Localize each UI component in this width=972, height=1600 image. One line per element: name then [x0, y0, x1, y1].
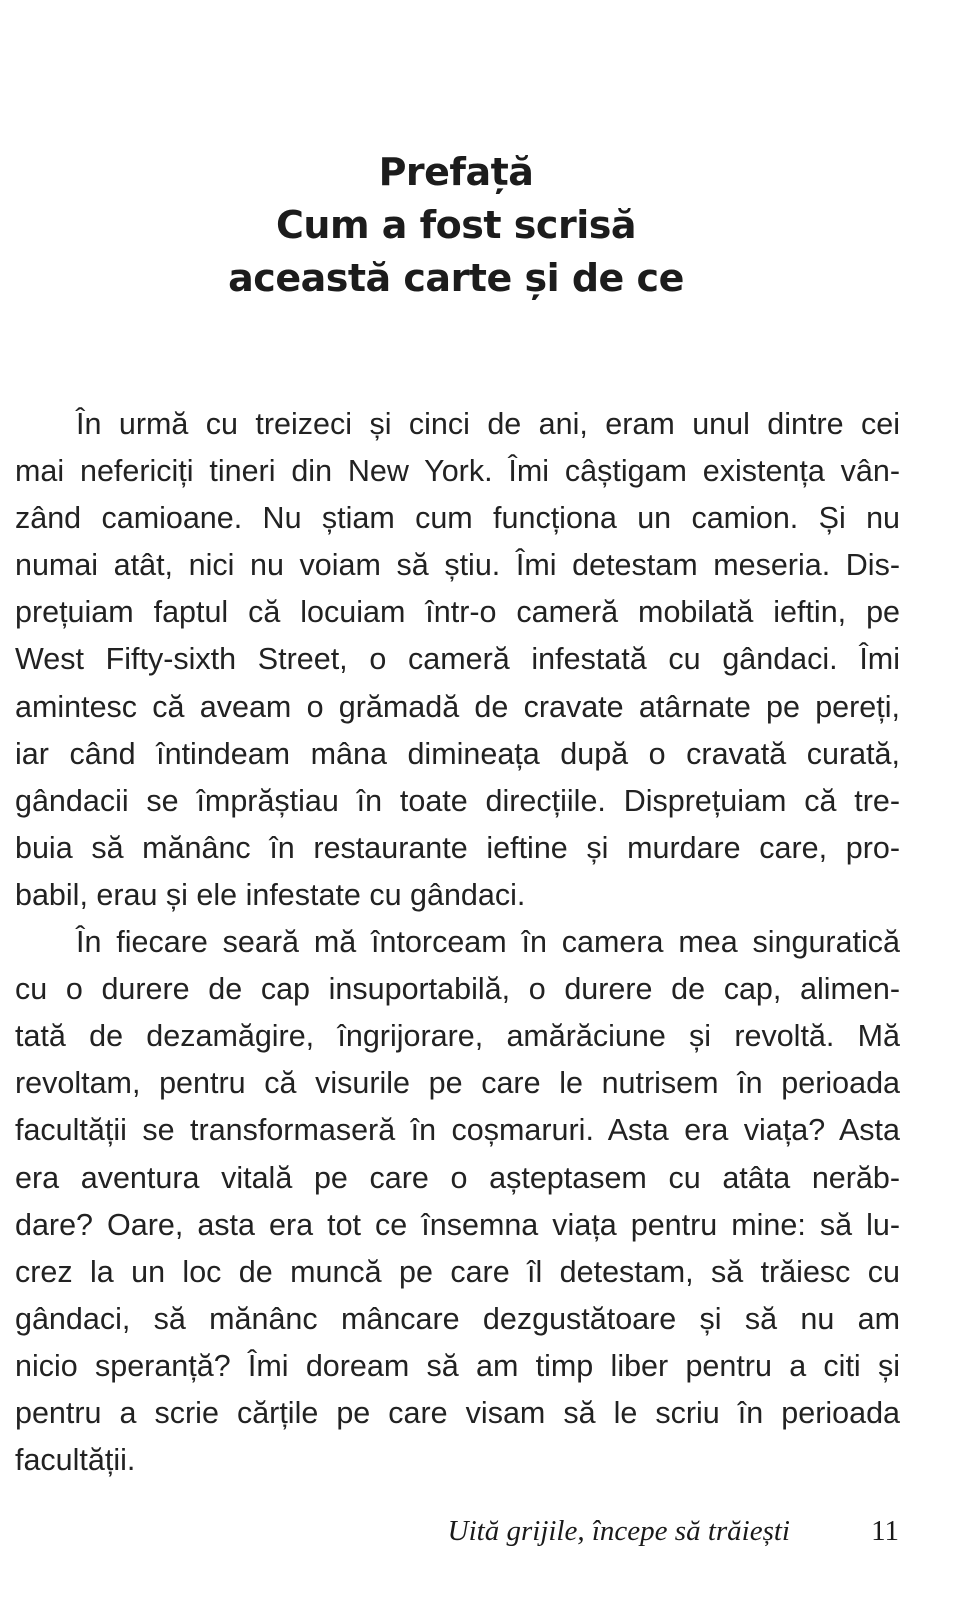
text-line: crez la un loc de muncă pe care îl detestam, să trăiesc cu — [15, 1254, 900, 1289]
text-line: În fiecare seară mă întorceam în camera mea singuratică — [76, 925, 900, 960]
heading-line-subtitle-2: această carte și de ce — [228, 256, 684, 300]
text-line: mai nefericiți tineri din New York. Îmi câștigam existența vân- — [15, 454, 900, 489]
text-line: cu o durere de cap insuportabilă, o durere de cap, alimen- — [15, 972, 900, 1007]
text-line: dare? Oare, asta era tot ce însemna viața pentru mine: să lu- — [15, 1207, 900, 1242]
text-line: amintesc că aveam o grămadă de cravate atârnate pe pereți, — [15, 689, 900, 724]
page-footer — [0, 1515, 972, 1555]
text-line: zând camioane. Nu știam cum funcționa un camion. Și nu — [15, 501, 900, 536]
text-line: gândacii se împrăștiau în toate direcțiile. Disprețuiam că tre- — [15, 783, 900, 818]
heading-line-preface: Prefață — [378, 150, 534, 194]
text-line: iar când întindeam mâna dimineața după o cravată curată, — [15, 736, 900, 771]
text-line: revoltam, pentru că visurile pe care le nutrisem în perioada — [15, 1066, 900, 1101]
text-line: facultății. — [15, 1443, 136, 1478]
page-number: 11 — [871, 1515, 899, 1547]
text-line: pentru a scrie cărțile pe care visam să le scriu în perioada — [15, 1395, 900, 1430]
text-line: babil, erau și ele infestate cu gândaci. — [15, 877, 526, 912]
running-title: Uită grijile, începe să trăiești — [447, 1515, 790, 1547]
text-line: facultății se transformaseră în coșmaruri. Asta era viața? Asta — [15, 1113, 900, 1148]
chapter-heading — [0, 146, 912, 305]
text-line: numai atât, nici nu voiam să știu. Îmi detestam meseria. Dis- — [15, 548, 900, 583]
text-line: nicio speranță? Îmi doream să am timp liber pentru a citi și — [15, 1348, 900, 1383]
text-line: prețuiam faptul că locuiam într-o cameră mobilată ieftin, pe — [15, 595, 900, 630]
text-line: buia să mănânc în restaurante ieftine și murdare care, pro- — [15, 830, 900, 865]
body-text — [15, 401, 900, 1484]
text-line: tată de dezamăgire, îngrijorare, amărăciune și revoltă. Mă — [15, 1019, 900, 1054]
text-line: În urmă cu treizeci și cinci de ani, eram unul dintre cei — [76, 407, 900, 441]
heading-line-subtitle-1: Cum a fost scrisă — [276, 203, 636, 247]
text-line: gândaci, să mănânc mâncare dezgustătoare și să nu am — [15, 1301, 900, 1336]
text-line: era aventura vitală pe care o așteptasem cu atâta nerăb- — [15, 1160, 900, 1195]
text-line: West Fifty-sixth Street, o cameră infestată cu gândaci. Îmi — [15, 642, 900, 677]
